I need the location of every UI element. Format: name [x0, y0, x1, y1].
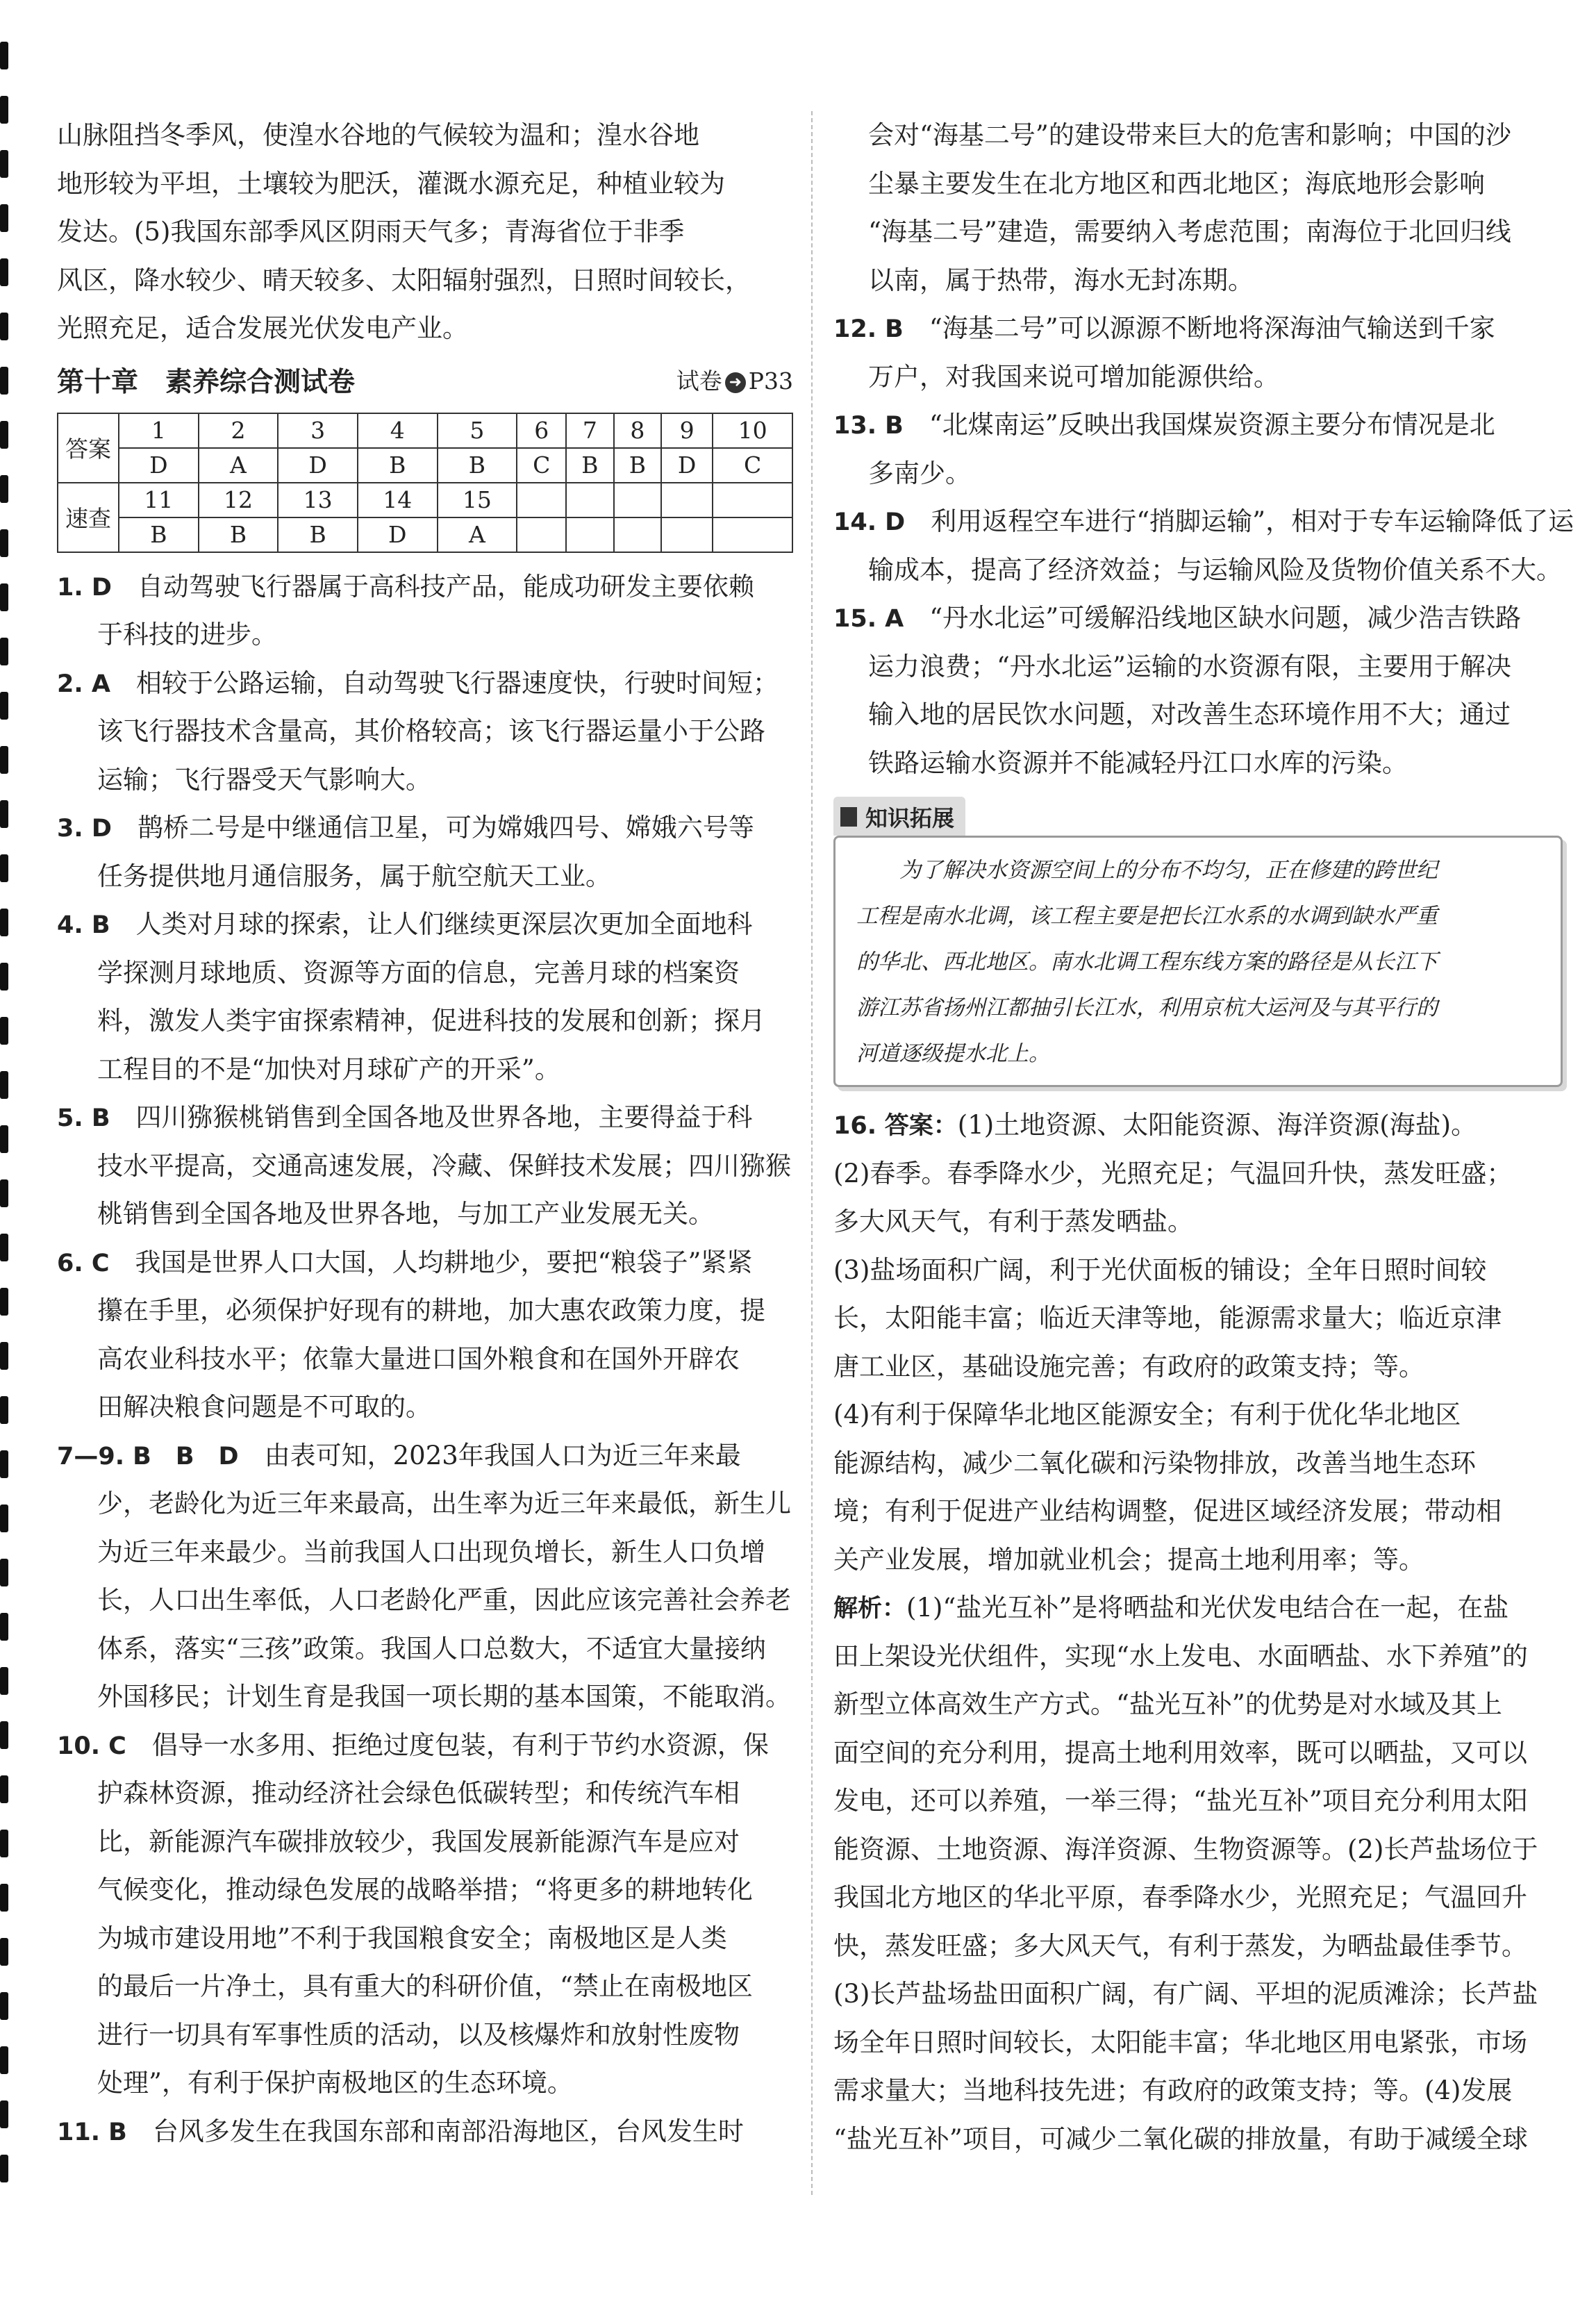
text-line	[833, 497, 1574, 546]
table-cell: 5	[438, 413, 517, 448]
answer-text: 工程目的不是“加快对月球矿产的开采”。	[97, 1054, 560, 1084]
text-line: 新型立体高效生产方式。“盐光互补”的优势是对水域及其上	[833, 1689, 1502, 1719]
table-cell: 2	[199, 413, 279, 448]
text-line	[57, 1721, 793, 1770]
answer-text: “丹水北运”可缓解沿线地区缺水问题，减少浩吉铁路	[929, 603, 1522, 633]
text-line	[57, 659, 793, 708]
knowledge-line: 为了解决水资源空间上的分布不均匀，正在修建的跨世纪	[899, 858, 1438, 883]
table-cell: C	[517, 448, 566, 483]
answer-text: 人类对月球的探索，让人们继续更深层次更加全面地科	[135, 909, 753, 939]
answer-item	[833, 401, 1563, 497]
question-number: 4. B	[57, 911, 110, 939]
answer-text: “北煤南运”反映出我国煤炭资源主要分布情况是北	[929, 410, 1495, 440]
arrow-right-circle-icon: ➜	[725, 372, 746, 393]
text-line	[57, 563, 793, 611]
knowledge-line: 的华北、西北地区。南水北调工程东线方案的路径是从长江下	[856, 950, 1438, 975]
right-answers	[833, 304, 1574, 787]
text-line: (3)长芦盐场盐田面积广阔，有广阔、平坦的泥质滩涂；长芦盐	[833, 1979, 1538, 2009]
table-cell: 6	[517, 413, 566, 448]
answer-item	[57, 804, 793, 900]
answer-text: 我国是世界人口大国，人均耕地少，要把“粮袋子”紧紧	[135, 1247, 753, 1277]
table-cell	[614, 517, 661, 552]
text-line: 长，太阳能丰富；临近天津等地，能源需求量大；临近京津	[833, 1303, 1502, 1333]
text-line	[57, 1480, 793, 1528]
text-line: 田上架设光伏组件，实现“水上发电、水面晒盐、水下养殖”的	[833, 1641, 1528, 1671]
text-line: 关产业发展，增加就业机会；提高土地利用率；等。	[833, 1544, 1424, 1575]
answer-text: 桃销售到全国各地及世界各地，与加工产业发展无关。	[97, 1199, 714, 1229]
question-number: 14. D	[833, 508, 906, 536]
answer-text: 四川猕猴桃销售到全国各地及世界各地，主要得益于科	[135, 1102, 753, 1132]
text-line	[833, 353, 1563, 401]
answer-text: 气候变化，推动绿色发展的战略举措；“将更多的耕地转化	[97, 1875, 753, 1905]
table-cell: A	[438, 517, 517, 552]
answer-text: 自动驾驶飞行器属于高科技产品，能成功研发主要依赖	[137, 571, 754, 602]
table-cell: 12	[199, 483, 279, 517]
answer-text: 利用返程空车进行“捎脚运输”，相对于专车运输降低了运	[931, 506, 1574, 536]
ref-page: P33	[748, 367, 793, 395]
q16-analysis-label: 解析：	[833, 1595, 907, 1623]
answer-text: 鹊桥二号是中继通信卫星，可为嫦娥四号、嫦娥六号等	[137, 813, 754, 843]
answer-text: 少，老龄化为近三年来最高，出生率为近三年来最低，新生儿	[97, 1489, 791, 1518]
answer-item	[833, 497, 1574, 594]
text-line	[57, 756, 793, 804]
question-number: 10. C	[57, 1732, 126, 1760]
text-line: 光照充足，适合发展光伏发电产业。	[57, 313, 468, 343]
right-column	[833, 111, 1574, 2163]
answer-text: 运力浪费；“丹水北运”运输的水资源有限，主要用于解决	[868, 651, 1511, 681]
table-cell	[566, 483, 613, 517]
table-cell: C	[713, 448, 792, 483]
text-line	[57, 1045, 793, 1094]
table-cell: 13	[278, 483, 358, 517]
answer-text: 为近三年来最少。当前我国人口出现负增长，新生人口负增	[97, 1536, 765, 1567]
table-cell	[661, 483, 713, 517]
answer-table	[57, 413, 793, 553]
answer-text: 料，激发人类宇宙探索精神，促进科技的发展和创新；探月	[97, 1006, 765, 1036]
text-line	[833, 643, 1563, 691]
chapter-header	[57, 353, 793, 407]
table-cell	[517, 483, 566, 517]
question-number: 1. D	[57, 573, 112, 602]
question-number: 15. A	[833, 605, 904, 633]
q16-answer-label: 答案：	[884, 1112, 958, 1140]
table-cell: D	[358, 517, 438, 552]
text-line	[833, 546, 1563, 595]
answer-text: 多南少。	[868, 458, 971, 488]
knowledge-box	[833, 797, 1563, 1087]
text-line: 发达。(5)我国东部季风区阴雨天气多；青海省位于非季	[57, 217, 685, 247]
text-line	[833, 304, 1563, 353]
answer-text: 学探测月球地质、资源等方面的信息，完善月球的档案资	[97, 957, 740, 988]
text-line	[57, 1190, 793, 1238]
text-line	[833, 739, 1563, 788]
answer-item	[57, 900, 793, 1093]
table-cell: B	[278, 517, 358, 552]
answer-text: 护森林资源，推动经济社会绿色低碳转型；和传统汽车相	[97, 1778, 740, 1808]
text-line: 快，蒸发旺盛；多大风天气，有利于蒸发，为晒盐最佳季节。	[833, 1930, 1527, 1961]
question-number: 6. C	[57, 1249, 110, 1277]
table-cell: 7	[566, 413, 613, 448]
answer-text: 输入地的居民饮水问题，对改善生态环境作用不大；通过	[868, 699, 1511, 729]
text-line: 境；有利于促进产业结构调整，促进区域经济发展；带动相	[833, 1496, 1502, 1526]
table-row	[58, 413, 792, 448]
answer-text: 田解决粮食问题是不可取的。	[97, 1392, 431, 1422]
question-16	[833, 1101, 1563, 2163]
table-cell	[713, 517, 792, 552]
answer-text: 比，新能源汽车碳排放较少，我国发展新能源汽车是应对	[97, 1826, 740, 1857]
answer-text: 长，人口出生率低，人口老龄化严重，因此应该完善社会养老	[97, 1585, 791, 1615]
table-cell: B	[566, 448, 613, 483]
answer-text: 万户，对我国来说可增加能源供给。	[868, 361, 1279, 392]
question-number: 5. B	[57, 1104, 110, 1132]
text-line	[57, 1914, 793, 1963]
chapter-page-ref	[676, 363, 793, 396]
text-line	[57, 1866, 793, 1914]
knowledge-tab-label: 知识拓展	[865, 805, 955, 831]
q16-analysis-text: (1)“盐光互补”是将晒盐和光伏发电结合在一起，在盐	[906, 1593, 1509, 1623]
column-divider	[811, 111, 813, 2195]
answer-text: 技水平提高，交通高速发展，冷藏、保鲜技术发展；四川猕猴	[97, 1150, 791, 1181]
answer-item	[57, 1093, 793, 1238]
table-cell: B	[119, 517, 199, 552]
text-line: 地形较为平坦，土壤较为肥沃，灌溉水源充足，种植业较为	[57, 168, 725, 199]
question-number: 11. B	[57, 2118, 127, 2146]
table-row	[58, 483, 792, 517]
answer-text: 倡导一水多用、拒绝过度包装，有利于节约水资源，保	[151, 1730, 769, 1760]
table-cell: 14	[358, 483, 438, 517]
left-answers	[57, 563, 793, 2156]
answer-table-label-top: 答案	[58, 413, 119, 483]
table-cell: 10	[713, 413, 792, 448]
text-line: 以南，属于热带，海水无封冻期。	[868, 265, 1254, 295]
text-line	[57, 707, 793, 756]
answer-text: 高农业科技水平；依靠大量进口国外粮食和在国外开辟农	[97, 1343, 740, 1374]
text-line	[57, 1962, 793, 2011]
table-cell	[566, 517, 613, 552]
table-cell: 9	[661, 413, 713, 448]
question-number: 3. D	[57, 815, 112, 843]
answer-item	[57, 1238, 793, 1432]
continued-paragraph	[833, 111, 1563, 304]
text-line	[57, 1818, 793, 1866]
text-line: 需求量大；当地科技先进；有政府的政策支持；等。(4)发展	[833, 2075, 1513, 2105]
text-line: (4)有利于保障华北地区能源安全；有利于优化华北地区	[833, 1400, 1461, 1429]
table-row	[58, 448, 792, 483]
question-number: 7—9. B B D	[57, 1442, 239, 1470]
answer-text: 由表可知，2023年我国人口为近三年来最	[264, 1440, 741, 1470]
table-cell: A	[199, 448, 279, 483]
text-line: 唐工业区，基础设施完善；有政府的政策支持；等。	[833, 1351, 1424, 1382]
answer-item	[57, 1721, 793, 2107]
text-line: 尘暴主要发生在北方地区和西北地区；海底地形会影响	[868, 168, 1485, 199]
table-row	[58, 517, 792, 552]
table-cell: B	[358, 448, 438, 483]
answer-text: “海基二号”可以源源不断地将深海油气输送到千家	[929, 313, 1495, 343]
answer-text: 台风多发生在我国东部和南部沿海地区，台风发生时	[152, 2116, 744, 2146]
answer-text: 铁路运输水资源并不能减轻丹江口水库的污染。	[868, 747, 1408, 778]
text-line: (2)春季。春季降水少，光照充足；气温回升快，蒸发旺盛；	[833, 1158, 1513, 1188]
table-cell	[661, 517, 713, 552]
answer-item	[57, 1432, 793, 1721]
answer-text: 为城市建设用地”不利于我国粮食安全；南极地区是人类	[97, 1923, 727, 1953]
text-line	[57, 1142, 793, 1191]
table-cell: B	[438, 448, 517, 483]
knowledge-line: 河道逐级提水北上。	[856, 1041, 1050, 1066]
text-line: 面空间的充分利用，提高土地利用效率，既可以晒盐，又可以	[833, 1737, 1527, 1768]
table-cell: D	[661, 448, 713, 483]
question-number: 2. A	[57, 670, 110, 698]
answer-text: 处理”，有利于保护南极地区的生态环境。	[97, 2068, 573, 2098]
q16-first-line	[833, 1101, 1563, 1150]
text-line	[57, 1673, 793, 1721]
text-line	[57, 997, 793, 1045]
text-line	[57, 804, 793, 852]
answer-text: 运输；飞行器受天气影响大。	[97, 764, 431, 795]
text-line: 风区，降水较少、晴天较多、太阳辐射强烈，日照时间较长，	[57, 265, 751, 295]
q16-answer-first: (1)土地资源、太阳能资源、海洋资源(海盐)。	[957, 1110, 1477, 1140]
answer-text: 的最后一片净土，具有重大的科研价值，“禁止在南极地区	[97, 1971, 753, 2001]
answer-text: 进行一切具有军事性质的活动，以及核爆炸和放射性废物	[97, 2019, 740, 2050]
text-line: “盐光互补”项目，可减少二氧化碳的排放量，有助于减缓全球	[833, 2123, 1528, 2154]
text-line: (3)盐场面积广阔，利于光伏面板的铺设；全年日照时间较	[833, 1254, 1487, 1285]
q16-answer-lines	[833, 1150, 1563, 1584]
table-cell: 11	[119, 483, 199, 517]
answer-item	[57, 659, 793, 804]
text-line: 能资源、土地资源、海洋资源、生物资源等。(2)长芦盐场位于	[833, 1834, 1538, 1864]
table-cell: D	[119, 448, 199, 483]
answer-text: 攥在手里，必须保护好现有的耕地，加大惠农政策力度，提	[97, 1295, 765, 1325]
table-cell	[713, 483, 792, 517]
text-line	[833, 690, 1563, 739]
text-line	[57, 1432, 793, 1480]
text-line	[57, 1286, 793, 1335]
answer-text: 外国移民；计划生育是我国一项长期的基本国策，不能取消。	[97, 1682, 791, 1712]
left-column	[57, 111, 793, 2155]
knowledge-line: 工程是南水北调，该工程主要是把长江水系的水调到缺水严重	[856, 904, 1438, 929]
table-cell: D	[278, 448, 358, 483]
answer-table-label-bottom: 速查	[58, 483, 119, 552]
table-cell: 4	[358, 413, 438, 448]
table-cell: B	[614, 448, 661, 483]
text-line: 我国北方地区的华北平原，春季降水少，光照充足；气温回升	[833, 1882, 1527, 1912]
table-cell: B	[199, 517, 279, 552]
text-line: 发电，还可以养殖，一举三得；“盐光互补”项目充分利用太阳	[833, 1786, 1528, 1816]
answer-text: 任务提供地月通信服务，属于航空航天工业。	[97, 861, 611, 891]
knowledge-tab	[833, 797, 965, 836]
binding-edge	[0, 42, 10, 2264]
table-cell	[614, 483, 661, 517]
answer-text: 输成本，提高了经济效益；与运输风险及货物价值关系不大。	[868, 554, 1562, 585]
question-number: 12. B	[833, 315, 904, 343]
text-line	[57, 1769, 793, 1818]
text-line	[57, 900, 793, 949]
table-cell	[517, 517, 566, 552]
text-line	[57, 1625, 793, 1673]
text-line: 会对“海基二号”的建设带来巨大的危害和影响；中国的沙	[868, 120, 1511, 150]
text-line: 山脉阻挡冬季风，使湟水谷地的气候较为温和；湟水谷地	[57, 120, 699, 150]
text-line	[57, 1383, 793, 1432]
text-line	[57, 611, 793, 659]
answer-text: 该飞行器技术含量高，其价格较高；该飞行器运量小于公路	[97, 716, 765, 746]
answer-text: 相较于公路运输，自动驾驶飞行器速度快，行驶时间短；	[135, 668, 779, 698]
answer-text: 体系，落实“三孩”政策。我国人口总数大，不适宜大量接纳	[97, 1633, 766, 1664]
text-line	[833, 449, 1563, 498]
question-number: 13. B	[833, 412, 904, 440]
text-line	[833, 401, 1563, 449]
answer-item	[57, 2107, 793, 2156]
text-line	[833, 594, 1563, 643]
text-line	[57, 1335, 793, 1384]
text-line: 场全年日照时间较长，太阳能丰富；华北地区用电紧张，市场	[833, 2027, 1527, 2057]
text-line	[57, 1238, 793, 1287]
knowledge-line: 游江苏省扬州江都抽引长江水，利用京杭大运河及与其平行的	[856, 995, 1438, 1020]
q16-number: 16.	[833, 1112, 877, 1140]
text-line	[57, 1093, 793, 1142]
table-cell: 1	[119, 413, 199, 448]
text-line	[57, 852, 793, 901]
ref-prefix: 试卷	[676, 367, 722, 395]
table-cell: 3	[278, 413, 358, 448]
text-line	[57, 2011, 793, 2059]
knowledge-box-body	[833, 836, 1563, 1087]
text-line	[57, 1576, 793, 1625]
book-icon	[840, 807, 857, 827]
q16-analysis-first	[833, 1584, 1563, 1632]
text-line: “海基二号”建造，需要纳入考虑范围；南海位于北回归线	[868, 217, 1511, 247]
chapter-title: 第十章 素养综合测试卷	[57, 366, 356, 398]
text-line: 能源结构，减少二氧化碳和污染物排放，改善当地生态环	[833, 1448, 1476, 1478]
table-cell: 8	[614, 413, 661, 448]
q16-analysis-lines	[833, 1632, 1563, 2164]
text-line: 多大风天气，有利于蒸发晒盐。	[833, 1207, 1193, 1236]
answer-item	[833, 594, 1563, 787]
table-cell: 15	[438, 483, 517, 517]
text-line	[57, 2059, 793, 2107]
answer-item	[833, 304, 1563, 401]
answer-text: 于科技的进步。	[97, 620, 277, 649]
text-line	[57, 2107, 793, 2156]
answer-item	[57, 563, 793, 659]
text-line	[57, 1528, 793, 1577]
intro-paragraph	[57, 111, 793, 353]
text-line	[57, 949, 793, 997]
